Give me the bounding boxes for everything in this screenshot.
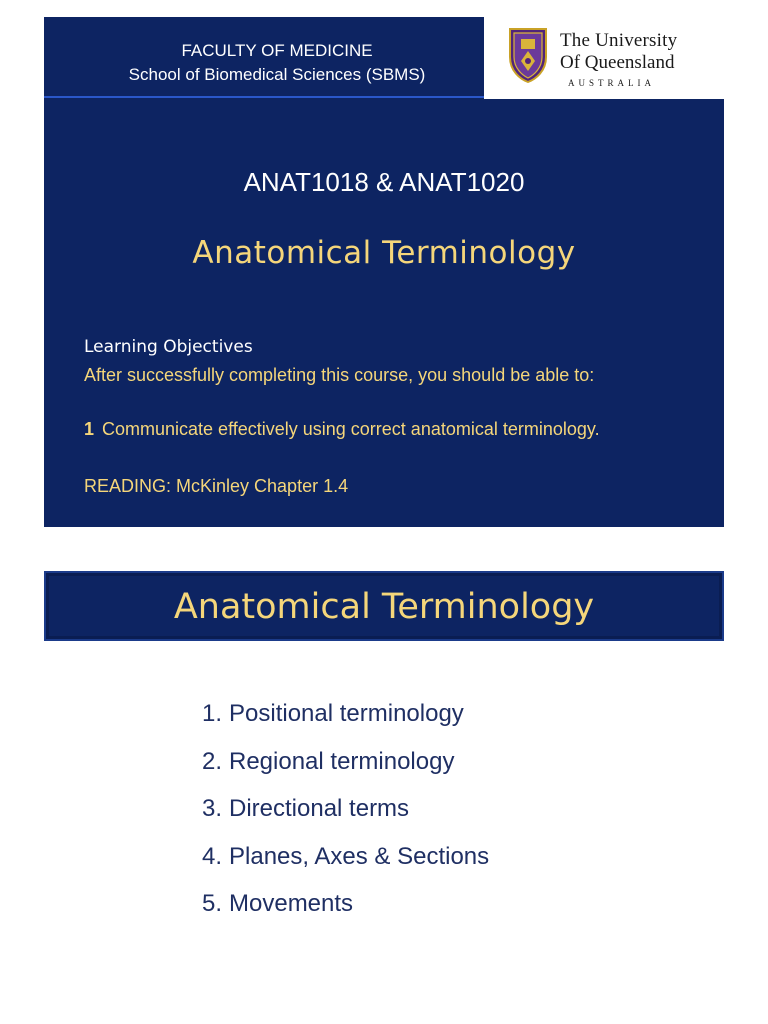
topic-number: 4. bbox=[202, 842, 223, 870]
learning-objectives-heading: Learning Objectives bbox=[84, 337, 253, 357]
section-title: Anatomical Terminology bbox=[173, 587, 595, 627]
faculty-header bbox=[44, 39, 510, 87]
objective-number: 1 bbox=[84, 419, 95, 439]
topic-item bbox=[202, 843, 489, 891]
university-logo bbox=[484, 17, 724, 99]
topic-text: Positional terminology bbox=[229, 700, 464, 727]
topic-number: 5. bbox=[202, 890, 223, 917]
learning-objectives-intro: After successfully completing this course, you should be able to: bbox=[84, 365, 595, 385]
title-slide bbox=[44, 17, 724, 527]
topic-item bbox=[202, 748, 489, 796]
topic-number: 2. bbox=[202, 747, 223, 775]
faculty-name: FACULTY OF MEDICINE bbox=[181, 41, 373, 60]
reading-reference: READING: McKinley Chapter 1.4 bbox=[84, 476, 349, 496]
objective-text: Communicate effectively using correct anatomical terminology. bbox=[102, 419, 600, 439]
objective-item bbox=[84, 419, 600, 440]
topic-item bbox=[202, 700, 489, 748]
logo-line-australia: AUSTRALIA bbox=[568, 78, 655, 88]
uq-crest-icon bbox=[508, 27, 548, 83]
topic-list bbox=[202, 700, 489, 938]
topic-text: Regional terminology bbox=[229, 747, 455, 775]
school-name: School of Biomedical Sciences (SBMS) bbox=[128, 65, 426, 84]
section-title-bar bbox=[44, 571, 724, 641]
topic-number: 1. bbox=[202, 700, 223, 727]
logo-line-queensland: Of Queensland bbox=[560, 52, 675, 73]
logo-line-university: The University bbox=[560, 30, 678, 51]
topic-item bbox=[202, 795, 489, 843]
topic-text: Planes, Axes & Sections bbox=[229, 842, 490, 870]
topic-text: Directional terms bbox=[229, 795, 410, 822]
course-codes: ANAT1018 & ANAT1020 bbox=[243, 167, 525, 197]
topic-number: 3. bbox=[202, 795, 223, 822]
header-divider bbox=[44, 96, 484, 98]
topic-item bbox=[202, 890, 489, 938]
slide-title: Anatomical Terminology bbox=[192, 235, 576, 271]
topic-text: Movements bbox=[229, 890, 354, 917]
